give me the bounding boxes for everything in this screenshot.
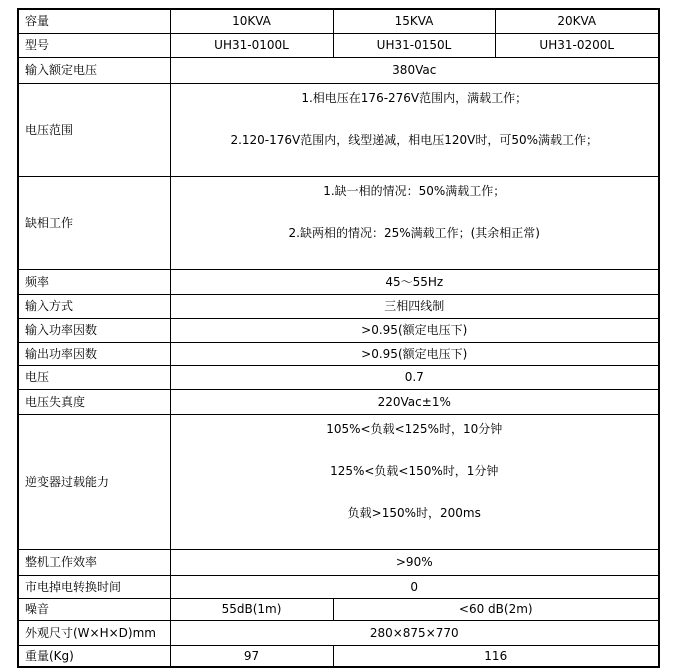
row-label: 重量(Kg): [18, 645, 170, 667]
table-row: [18, 620, 659, 645]
row-value-cell: UH31-0200L: [495, 33, 659, 57]
row-label: 输出功率因数: [18, 342, 170, 365]
table-row: [18, 549, 659, 575]
row-label: 频率: [18, 269, 170, 294]
row-value-cell: 280×875×770: [170, 620, 659, 645]
row-value-cell: 10KVA: [170, 9, 333, 33]
row-value-cell: 20KVA: [495, 9, 659, 33]
value-line: 负载>150%时，200ms: [347, 505, 481, 520]
row-value-cell: 45～55Hz: [170, 269, 659, 294]
table-row: [18, 269, 659, 294]
row-value-cell: 97: [170, 645, 333, 667]
row-value-cell: >0.95(额定电压下): [170, 318, 659, 342]
row-value-cell: >90%: [170, 549, 659, 575]
value-line: 2.缺两相的情况：25%满载工作；(其余相正常): [288, 225, 540, 240]
value-line: 105%<负载<125%时，10分钟: [326, 421, 503, 436]
spec-table-body: [18, 9, 659, 667]
row-value-cell: UH31-0150L: [333, 33, 495, 57]
table-row: [18, 414, 659, 549]
value-line: 1.缺一相的情况：50%满载工作；: [323, 183, 506, 198]
row-label: 型号: [18, 33, 170, 57]
value-line: 2.120-176V范围内，线型递减，相电压120V时，可50%满载工作；: [230, 132, 599, 147]
row-value-cell: >0.95(额定电压下): [170, 342, 659, 365]
row-label: 电压范围: [18, 83, 170, 176]
row-label: 逆变器过载能力: [18, 414, 170, 549]
row-value-cell: [170, 83, 659, 176]
table-row: [18, 33, 659, 57]
table-row: [18, 598, 659, 620]
table-row: [18, 57, 659, 83]
row-value-cell: 0: [170, 575, 659, 598]
table-row: [18, 389, 659, 414]
row-label: 输入额定电压: [18, 57, 170, 83]
row-label: 输入功率因数: [18, 318, 170, 342]
table-row: [18, 342, 659, 365]
spec-table: [17, 8, 660, 668]
row-value-cell: 220Vac±1%: [170, 389, 659, 414]
row-label: 容量: [18, 9, 170, 33]
row-label: 噪音: [18, 598, 170, 620]
row-label: 电压失真度: [18, 389, 170, 414]
row-label: 电压: [18, 365, 170, 389]
row-value-cell: <60 dB(2m): [333, 598, 659, 620]
row-label: 外观尺寸(W×H×D)mm: [18, 620, 170, 645]
table-row: [18, 9, 659, 33]
row-value-cell: UH31-0100L: [170, 33, 333, 57]
value-line: 125%<负载<150%时，1分钟: [330, 463, 499, 478]
row-label: 市电掉电转换时间: [18, 575, 170, 598]
row-label: 整机工作效率: [18, 549, 170, 575]
row-value-cell: 0.7: [170, 365, 659, 389]
row-value-cell: [170, 414, 659, 549]
table-row: [18, 318, 659, 342]
table-row: [18, 83, 659, 176]
table-row: [18, 294, 659, 318]
row-label: 输入方式: [18, 294, 170, 318]
row-label: 缺相工作: [18, 176, 170, 269]
value-line: 1.相电压在176-276V范围内，满载工作；: [301, 90, 528, 105]
table-row: [18, 176, 659, 269]
table-row: [18, 365, 659, 389]
row-value-cell: 15KVA: [333, 9, 495, 33]
row-value-cell: [170, 176, 659, 269]
row-value-cell: 55dB(1m): [170, 598, 333, 620]
table-row: [18, 645, 659, 667]
row-value-cell: 380Vac: [170, 57, 659, 83]
row-value-cell: 116: [333, 645, 659, 667]
row-value-cell: 三相四线制: [170, 294, 659, 318]
